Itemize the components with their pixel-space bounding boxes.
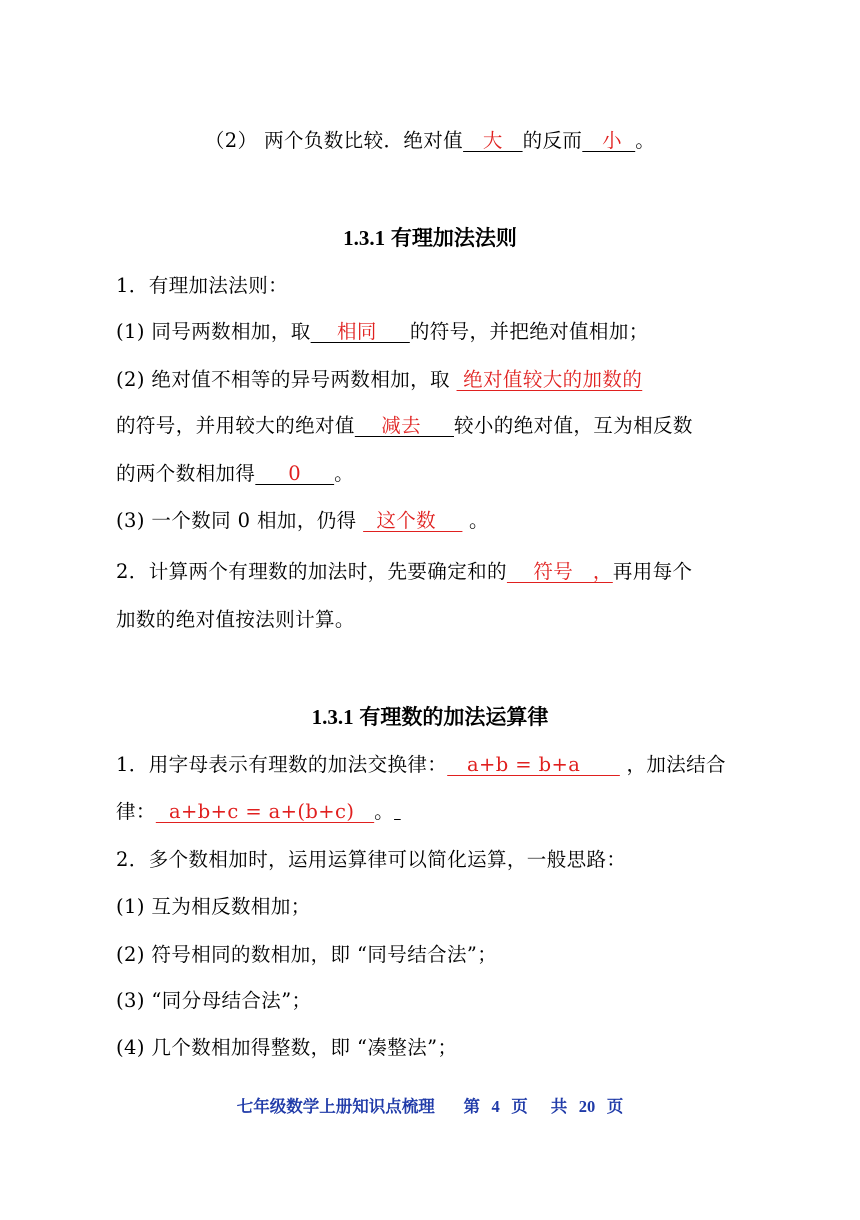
answer-blank-associative: a+b+c = a+(b+c) xyxy=(155,800,375,823)
answer-blank-commutative: a+b = b+a xyxy=(447,753,620,776)
section-heading-addition-laws xyxy=(0,702,860,733)
rule-same-sign xyxy=(116,317,649,347)
comparison-rule-line xyxy=(0,126,860,156)
footer-book-title: 七年级数学上册知识点梳理 第 xyxy=(236,1097,492,1116)
section-title: 有理加法法则 xyxy=(385,227,517,250)
rule-same-sign-text: (1) 同号两数相加，取 xyxy=(116,320,311,343)
section-title: 有理数的加法运算律 xyxy=(353,706,549,729)
rule-add-zero-end: 。 xyxy=(462,509,489,532)
strategy-same-sign: (2) 符号相同的数相加，即 “同号结合法”； xyxy=(116,943,498,966)
section-number: 1.3.1 xyxy=(311,705,354,729)
footer-page-end: 页 xyxy=(595,1097,624,1116)
footer-total-pages: 20 xyxy=(578,1097,596,1116)
section-heading-addition-rules xyxy=(0,223,860,254)
rule-opposite-numbers xyxy=(116,459,354,489)
strategy-make-integer: (4) 几个数相加得整数，即 “凑整法”； xyxy=(116,1036,458,1059)
rule-intro: 1．有理加法法则： xyxy=(116,274,289,297)
rule-add-zero-text: (3) 一个数同 0 相加，仍得 xyxy=(116,509,364,532)
answer-blank-larger-abs: 绝对值较大的加数的 xyxy=(456,368,643,391)
answer-blank-this-number: 这个数 xyxy=(363,509,463,532)
law-associative-text: 律： xyxy=(116,800,156,823)
comparison-rule-text: （2） 两个负数比较．绝对值 xyxy=(204,129,464,152)
strategy-opposites: (1) 互为相反数相加； xyxy=(116,895,311,918)
rule-sign-first xyxy=(116,557,692,587)
rule-opposite-numbers-text: 的两个数相加得 xyxy=(116,462,256,485)
rule-opposite-numbers-end: 。 xyxy=(334,462,355,485)
answer-blank-sign: 符号 ， xyxy=(506,560,613,583)
trailing-blank xyxy=(394,800,401,823)
law-commutative xyxy=(116,750,726,780)
law-associative xyxy=(116,797,401,827)
section-number: 1.3.1 xyxy=(343,226,386,250)
law-commutative-end: ，加法结合 xyxy=(619,753,726,776)
rule-opposite-sign-text: (2) 绝对值不相等的异号两数相加，取 xyxy=(116,368,457,391)
answer-blank-same: 相同 xyxy=(310,320,410,343)
footer-page-number: 4 xyxy=(491,1097,500,1116)
rule-sign-first-cont: 加数的绝对值按法则计算。 xyxy=(116,608,355,631)
rule-same-sign-end: 的符号，并把绝对值相加； xyxy=(409,320,649,343)
rule-sign-first-end: 再用每个 xyxy=(612,560,693,583)
rule-opposite-sign-cont-end: 较小的绝对值，互为相反数 xyxy=(454,414,693,437)
footer-page-sep: 页 共 xyxy=(499,1097,579,1116)
comparison-rule-mid: 的反而 xyxy=(522,129,583,152)
multi-add-intro: 2．多个数相加时，运用运算律可以简化运算，一般思路： xyxy=(116,848,627,871)
rule-sign-first-text: 2．计算两个有理数的加法时，先要确定和的 xyxy=(116,560,507,583)
answer-blank-subtract: 减去 xyxy=(354,414,454,437)
law-commutative-text: 1．用字母表示有理数的加法交换律： xyxy=(116,753,448,776)
strategy-same-denominator: (3) “同分母结合法”； xyxy=(116,989,312,1012)
rule-opposite-sign xyxy=(116,365,642,395)
law-associative-end: 。 xyxy=(374,800,395,823)
rule-opposite-sign-cont xyxy=(116,411,693,441)
rule-opposite-sign-cont-text: 的符号，并用较大的绝对值 xyxy=(116,414,355,437)
page-footer xyxy=(0,1094,860,1120)
answer-blank-larger: 大 xyxy=(463,129,523,152)
answer-blank-smaller: 小 xyxy=(582,129,636,152)
rule-add-zero xyxy=(116,506,489,536)
answer-blank-zero: 0 xyxy=(255,462,335,485)
comparison-rule-end: 。 xyxy=(635,129,656,152)
